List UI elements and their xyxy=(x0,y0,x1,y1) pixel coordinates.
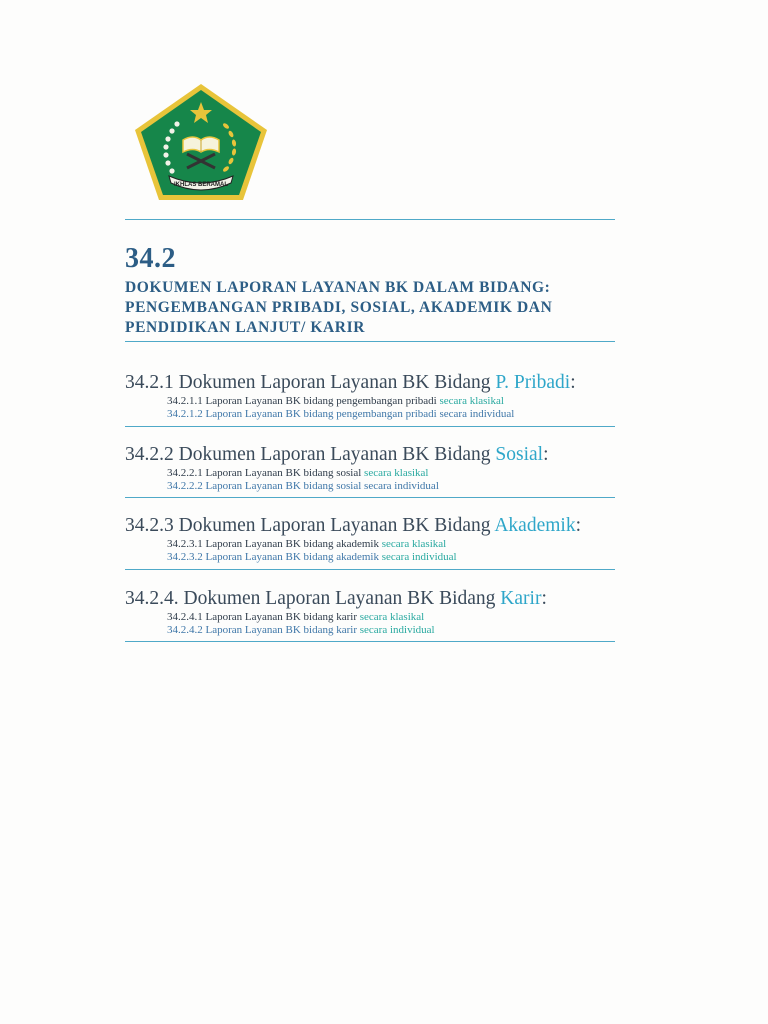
heading-suffix: : xyxy=(570,372,576,393)
item-text: 34.2.2.2 Laporan Layanan BK bidang sosial secara individual xyxy=(167,480,439,492)
item-accent: secara klasikal xyxy=(364,467,429,479)
section-title-line: PENDIDIKAN LANJUT/ KARIR xyxy=(125,319,366,336)
section-title xyxy=(125,278,625,338)
subsection-heading xyxy=(125,371,625,395)
list-item xyxy=(167,467,625,480)
heading-accent: Karir xyxy=(500,588,542,609)
rule-subsection xyxy=(125,497,615,498)
heading-accent: P. Pribadi xyxy=(495,372,571,393)
item-text: 34.2.2.1 Laporan Layanan BK bidang sosial xyxy=(167,467,365,479)
list-item xyxy=(167,551,625,564)
item-text: 34.2.3.1 Laporan Layanan BK bidang akademik xyxy=(167,538,382,550)
item-text: 34.2.4.1 Laporan Layanan BK bidang karir xyxy=(167,611,360,623)
item-accent: secara individual xyxy=(381,551,457,563)
item-accent: secara klasikal xyxy=(381,538,447,550)
item-text: 34.2.1.1 Laporan Layanan BK bidang pengembangan pribadi xyxy=(167,395,440,407)
heading-accent: Akademik xyxy=(494,515,576,536)
section-number: 34.2 xyxy=(125,243,176,274)
subsection-sosial xyxy=(125,443,625,493)
list-item xyxy=(167,395,625,408)
rule-top xyxy=(125,219,615,220)
heading-prefix: 34.2.3 Dokumen Laporan Layanan BK Bidang xyxy=(125,515,495,536)
subsection-heading xyxy=(125,514,625,538)
heading-suffix: : xyxy=(541,588,547,609)
item-accent: secara klasikal xyxy=(359,611,425,623)
svg-text:IKHLAS BERAMAL: IKHLAS BERAMAL xyxy=(174,182,228,188)
heading-prefix: 34.2.2 Dokumen Laporan Layanan BK Bidang xyxy=(125,444,496,465)
subsection-akademik xyxy=(125,514,625,564)
subsection-pribadi xyxy=(125,371,625,421)
list-item xyxy=(167,480,625,493)
heading-suffix: : xyxy=(575,515,581,536)
item-text: 34.2.3.2 Laporan Layanan BK bidang akademik xyxy=(167,551,382,563)
subsection-karir xyxy=(125,587,625,637)
subsection-heading xyxy=(125,587,625,611)
list-item xyxy=(167,624,625,637)
heading-suffix: : xyxy=(543,444,549,465)
rule-subsection xyxy=(125,641,615,642)
subsection-heading xyxy=(125,443,625,467)
item-accent: secara klasikal xyxy=(439,395,504,407)
rule-subsection xyxy=(125,426,615,427)
item-accent: secara individual xyxy=(359,624,435,636)
heading-prefix: 34.2.4. Dokumen Laporan Layanan BK Bidang xyxy=(125,588,501,609)
list-item xyxy=(167,611,625,624)
section-title-line: PENGEMBANGAN PRIBADI, SOSIAL, AKADEMIK DAN xyxy=(125,299,553,316)
item-text: 34.2.4.2 Laporan Layanan BK bidang karir xyxy=(167,624,360,636)
rule-subsection xyxy=(125,569,615,570)
kemenag-logo-icon xyxy=(131,82,271,204)
heading-prefix: 34.2.1 Dokumen Laporan Layanan BK Bidang xyxy=(125,372,496,393)
section-title-line: DOKUMEN LAPORAN LAYANAN BK DALAM BIDANG: xyxy=(125,279,551,296)
list-item xyxy=(167,538,625,551)
rule-under-title xyxy=(125,341,615,342)
item-text: 34.2.1.2 Laporan Layanan BK bidang pengembangan pribadi secara individual xyxy=(167,408,515,420)
heading-accent: Sosial xyxy=(495,444,544,465)
list-item xyxy=(167,408,625,421)
